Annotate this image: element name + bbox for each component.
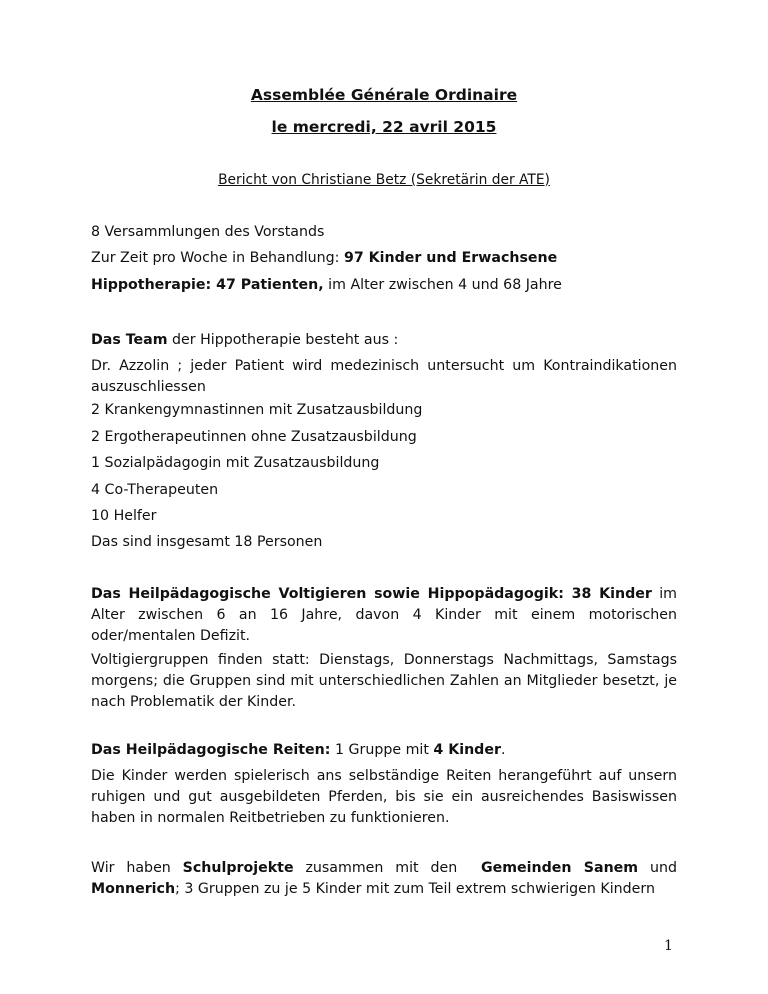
weekly-treatment-line [91,248,557,269]
report-author: Bericht von Christiane Betz (Sekretärin der ATE) [218,172,550,188]
hippotherapy-line [91,275,562,296]
team-item: 10 Helfer [91,508,157,524]
weekly-prefix: Zur Zeit pro Woche in Behandlung: [91,250,344,266]
voltige-bold: Das Heilpädagogische Voltigieren sowie Hippopädagogik: 38 Kinder [91,586,652,602]
team-doctor: Dr. Azzolin ; jeder Patient wird medezinisch untersucht um Kontraindikationen auszuschliessen [91,358,677,395]
team-heading-rest: der Hippotherapie besteht aus : [167,332,399,348]
voltige-paragraph [91,584,677,647]
school-commune-monnerich: Monnerich [91,881,176,897]
team-item: 2 Krankengymnastinnen mit Zusatzausbildung [91,402,423,418]
school-projects: Schulprojekte [182,860,294,876]
weekly-count: 97 Kinder und Erwachsene [343,250,558,266]
team-total: Das sind insgesamt 18 Personen [91,534,323,550]
reiten-heading-end: . [500,742,506,758]
team-heading [91,330,398,351]
voltige-rest: im Alter zwischen 6 an 16 Jahre, davon 4 Kinder mit einem motorischen oder/mentalen Defizit. [91,586,677,644]
hippotherapy-age: im Alter zwischen 4 und 68 Jahre [323,277,562,293]
page-number: 1 [664,938,673,954]
reiten-count: 4 Kinder [433,742,501,758]
team-item: 1 Sozialpädagogin mit Zusatzausbildung [91,455,380,471]
team-item: 4 Co-Therapeuten [91,482,219,498]
reiten-paragraph: Die Kinder werden spielerisch ans selbständige Reiten herangeführt auf unsern ruhigen und gut ausgebildeten Pferden, bis sie ein ausreichendes Basiswissen haben in normalen Reitbetrieben zu funktionieren. [91,768,677,826]
voltige-groups-paragraph: Voltigiergruppen finden statt: Dienstags, Donnerstags Nachmittags, Samstags morgens; die Gruppen sind mit unterschiedlichen Zahlen an Mitglieder besetzt, je nach Problematik der Kinder. [91,652,677,710]
school-p1: Wir haben [91,860,183,876]
school-projects-paragraph [91,858,682,900]
school-p3: und [638,860,682,876]
team-heading-bold: Das Team [91,332,168,348]
document-date: le mercredi, 22 avril 2015 [271,118,497,136]
reiten-heading-bold: Das Heilpädagogische Reiten: [91,742,331,758]
school-commune-sanem: Gemeinden Sanem [480,860,639,876]
school-p4: ; 3 Gruppen zu je 5 Kinder mit zum Teil extrem schwierigen Kindern [175,881,655,897]
team-item: 2 Ergotherapeutinnen ohne Zusatzausbildung [91,429,417,445]
hippotherapy-count: Hippotherapie: 47 Patienten, [91,277,324,293]
document-title: Assemblée Générale Ordinaire [250,86,518,104]
reiten-heading-mid: 1 Gruppe mit [330,742,434,758]
meetings-line: 8 Versammlungen des Vorstands [91,224,325,240]
reiten-heading [91,740,505,761]
school-p2: zusammen mit den [293,860,481,876]
